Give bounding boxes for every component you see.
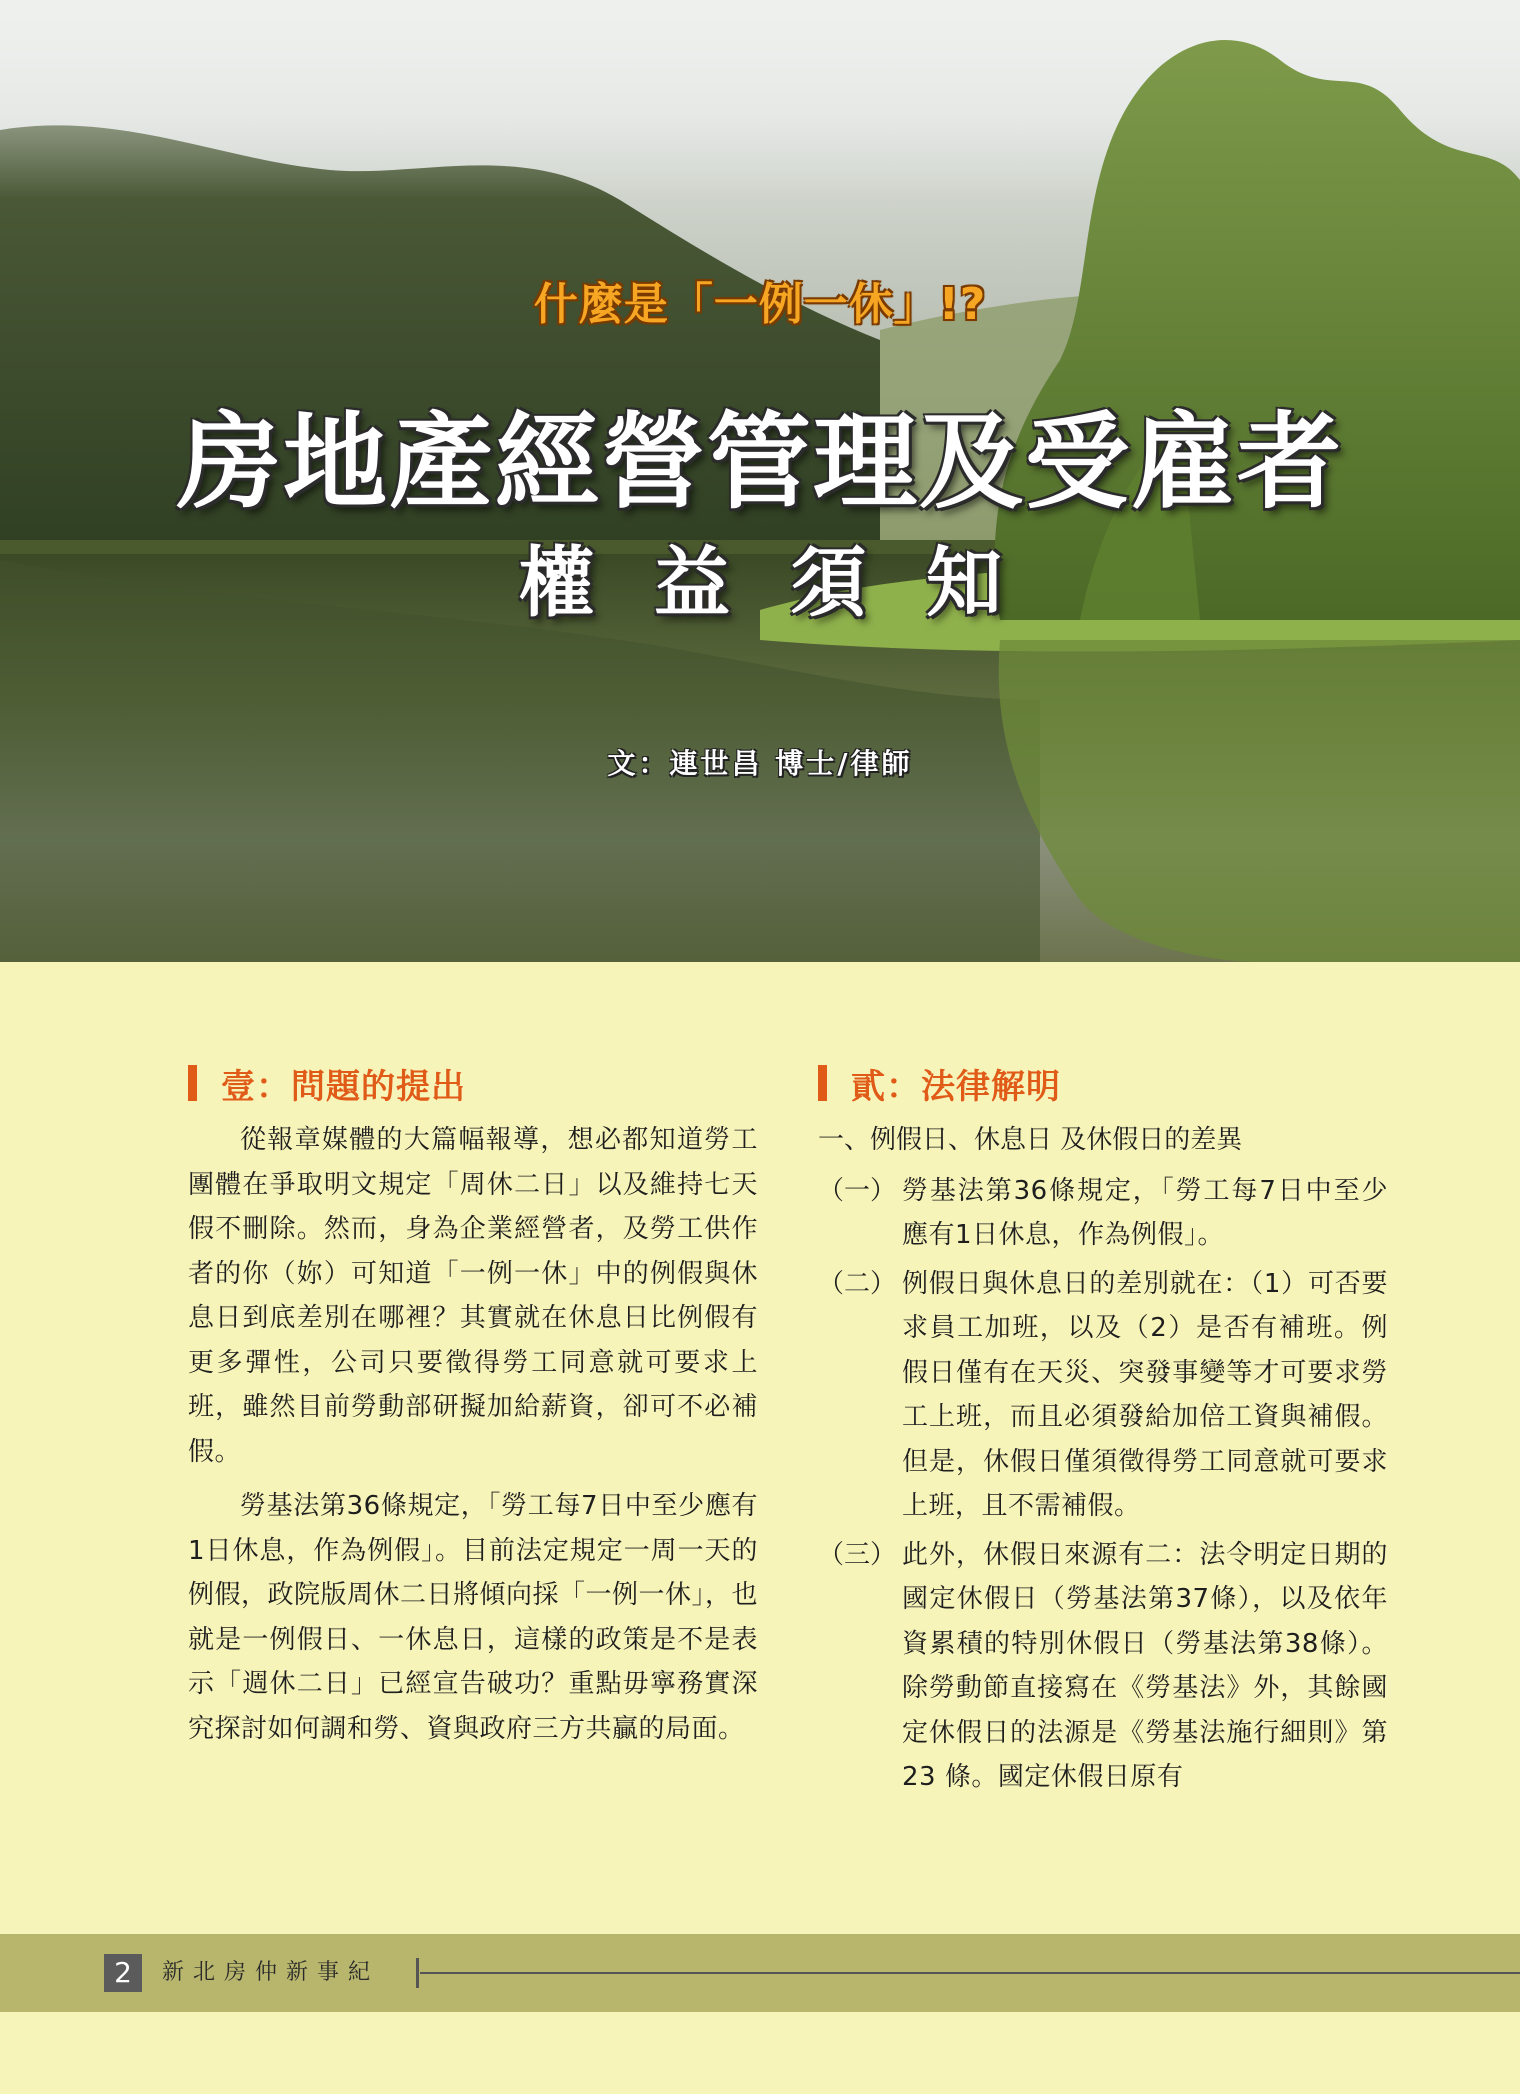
list-item [818, 1533, 1388, 1800]
paragraph: 從報章媒體的大篇幅報導，想必都知道勞工團體在爭取明文規定「周休二日」以及維持七天假不刪除。然而，身為企業經營者，及勞工供作者的你（妳）可知道「一例一休」中的例假與休息日到底差別在哪裡？其實就在休息日比例假有更多彈性，公司只要徵得勞工同意就可要求上班，雖然目前勞動部研擬加給薪資，卻可不必補假。 [188, 1125, 758, 1467]
main-headline: 房地產經營管理及受雇者 [176, 401, 1343, 523]
author-byline: 文：連世昌 博士/律師 [607, 747, 913, 780]
footer-rule [420, 1972, 1520, 1974]
list-item [818, 1262, 1388, 1529]
left-column [188, 1060, 758, 1761]
page-number: 2 [104, 1954, 142, 1992]
hero-image [0, 0, 1520, 962]
item-text: 例假日與休息日的差別就在：（1）可否要求員工加班，以及（2）是否有補班。例假日僅有在天災、突發事變等才可要求勞工上班，而且必須發給加倍工資與補假。但是，休假日僅須徵得勞工同意就可要求上班，且不需補假。 [902, 1268, 1388, 1521]
list-item [818, 1169, 1388, 1258]
section-heading [818, 1060, 1388, 1106]
page-footer [0, 1934, 1520, 2012]
item-number: （二） [818, 1268, 897, 1299]
kicker-title: 什麼是「一例一休」!? [533, 279, 987, 330]
section-marker [818, 1065, 827, 1101]
sub-headline: 權益須知 [518, 538, 1062, 627]
item-number: （三） [818, 1539, 897, 1570]
item-text: 此外，休假日來源有二：法令明定日期的國定休假日（勞基法第37條），以及依年資累積的特別休假日（勞基法第38條）。除勞動節直接寫在《勞基法》外，其餘國定休假日的法源是《勞基法施行細則》第 23 條。國定休假日原有 [902, 1539, 1388, 1792]
section-title: 壹：問題的提出 [221, 1066, 466, 1107]
section-title: 貳：法律解明 [851, 1066, 1061, 1107]
subsection-heading: 一、例假日、休息日 及休假日的差異 [818, 1125, 1243, 1155]
section-heading [188, 1060, 758, 1106]
section-marker [188, 1065, 197, 1101]
right-column [818, 1060, 1388, 1804]
item-number: （一） [818, 1175, 897, 1206]
magazine-name: 新北房仲新事紀 [162, 1960, 380, 1985]
footer-rule-tick [416, 1958, 419, 1988]
item-text: 勞基法第36條規定，「勞工每7日中至少應有1日休息，作為例假」。 [902, 1175, 1388, 1250]
paragraph: 勞基法第36條規定，「勞工每7日中至少應有1日休息，作為例假」。目前法定規定一周一天的例假，政院版周休二日將傾向採「一例一休」，也就是一例假日、一休息日，這樣的政策是不是表示「週休二日」已經宣告破功？重點毋寧務實深究探討如何調和勞、資與政府三方共贏的局面。 [188, 1491, 759, 1744]
